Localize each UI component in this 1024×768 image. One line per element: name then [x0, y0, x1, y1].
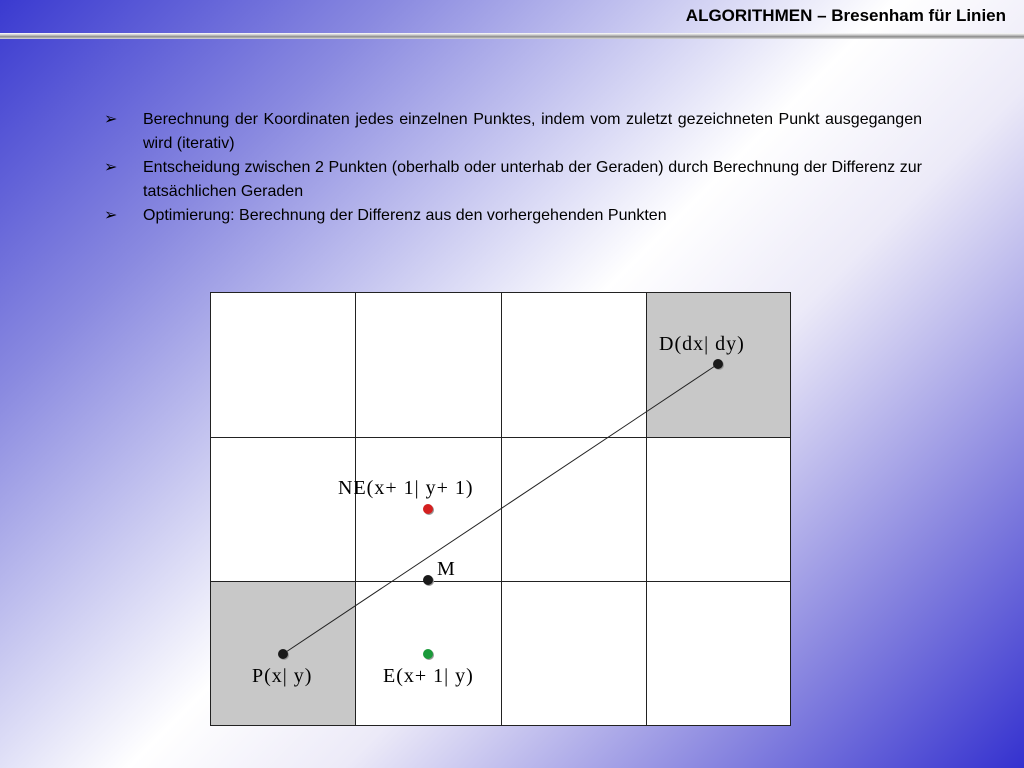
bullet-text: Optimierung: Berechnung der Differenz aus den vorhergehenden Punkten — [143, 207, 667, 224]
point-m — [423, 575, 433, 585]
bullet-text: Entscheidung zwischen 2 Punkten (oberhalb oder unterhab der Geraden) durch Berechnung der Differenz zur tatsächlichen Geraden — [143, 159, 922, 200]
label-d: D(dx| dy) — [659, 333, 745, 355]
grid-cell — [210, 292, 355, 437]
label-e: E(x+ 1| y) — [383, 665, 474, 687]
arrow-bullet-icon: ➢ — [104, 207, 118, 224]
point-ne — [423, 504, 433, 514]
bullet-text: Berechnung der Koordinaten jedes einzelnen Punktes, indem vom zuletzt gezeichneten Punkt ausgegangen wird (iterativ) — [143, 111, 922, 152]
label-ne: NE(x+ 1| y+ 1) — [338, 477, 474, 499]
grid-cell — [501, 292, 646, 437]
point-d — [713, 359, 723, 369]
arrow-bullet-icon: ➢ — [104, 159, 118, 176]
grid-cell — [646, 437, 791, 581]
arrow-bullet-icon: ➢ — [104, 111, 118, 128]
label-m: M — [437, 558, 456, 580]
point-p — [278, 649, 288, 659]
page-title: ALGORITHMEN – Bresenham für Linien — [685, 6, 1006, 25]
grid-cell — [646, 581, 791, 726]
point-e — [423, 649, 433, 659]
grid-cell — [501, 581, 646, 726]
grid-cell — [501, 437, 646, 581]
grid-cell — [210, 437, 355, 581]
label-p: P(x| y) — [252, 665, 313, 687]
grid-cell — [355, 292, 501, 437]
